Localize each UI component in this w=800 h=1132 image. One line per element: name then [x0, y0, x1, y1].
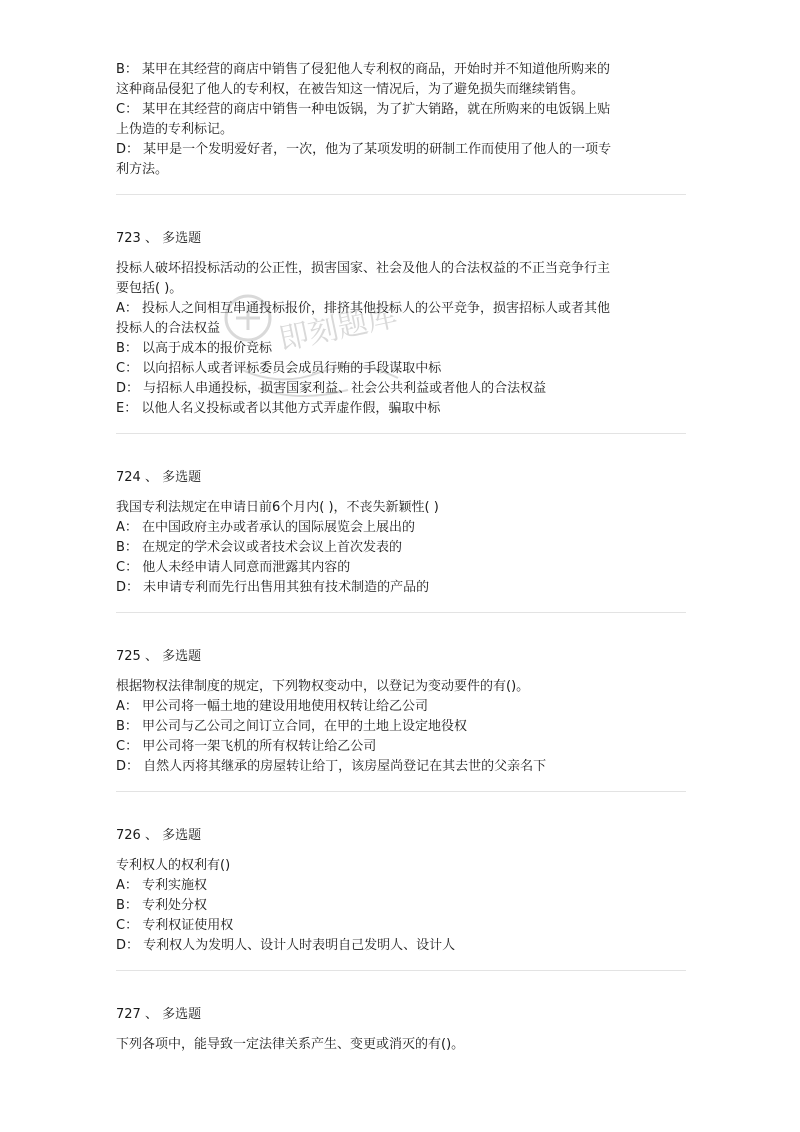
text-line: C： 某甲在其经营的商店中销售一种电饭锅，为了扩大销路，就在所购来的电饭锅上贴: [116, 102, 611, 117]
question-number: 727: [116, 1007, 141, 1022]
option-c: C： 以向招标人或者评标委员会成员行贿的手段谋取中标: [116, 361, 442, 376]
document-page: [116, 60, 686, 1069]
option-b: B： 甲公司与乙公司之间订立合同，在甲的土地上设定地役权: [116, 719, 468, 734]
text-line: B： 某甲在其经营的商店中销售了侵犯他人专利权的商品，开始时并不知道他所购来的: [116, 62, 611, 77]
question-number: 724: [116, 470, 141, 485]
divider: [116, 612, 686, 613]
option-a: A： 甲公司将一幅土地的建设用地使用权转让给乙公司: [116, 699, 429, 714]
question-header: 723 、 多选题: [116, 231, 202, 246]
divider: [116, 970, 686, 971]
question-type: 多选题: [162, 231, 202, 246]
divider: [116, 433, 686, 434]
option-d: D： 未申请专利而先行出售用其独有技术制造的产品的: [116, 580, 430, 595]
question-725: [116, 647, 686, 791]
question-header: 726 、 多选题: [116, 828, 202, 843]
question-type: 多选题: [162, 1007, 202, 1022]
text-line: D： 某甲是一个发明爱好者，一次，他为了某项发明的研制工作而使用了他人的一项专: [116, 142, 612, 157]
option-b: B： 以高于成本的报价竞标: [116, 341, 273, 356]
question-stem: 专利权人的权利有(): [116, 858, 231, 873]
question-header: 724 、 多选题: [116, 470, 202, 485]
question-stem: 根据物权法律制度的规定，下列物权变动中，以登记为变动要件的有()。: [116, 679, 530, 694]
option-e: E： 以他人名义投标或者以其他方式弄虚作假，骗取中标: [116, 401, 441, 416]
option-d: D： 专利权人为发明人、设计人时表明自己发明人、设计人: [116, 938, 456, 953]
question-723: [116, 229, 686, 433]
question-727: [116, 1005, 686, 1069]
question-stem: 下列各项中，能导致一定法律关系产生、变更或消灭的有()。: [116, 1037, 465, 1052]
option-b: B： 专利处分权: [116, 898, 208, 913]
question-722-fragment: [116, 60, 686, 194]
question-number: 726: [116, 828, 141, 843]
question-number: 725: [116, 649, 141, 664]
option-a: A： 投标人之间相互串通投标报价，排挤其他投标人的公平竞争，损害招标人或者其他: [116, 301, 611, 316]
question-726: [116, 826, 686, 970]
option-d: D： 与招标人串通投标，损害国家利益、社会公共利益或者他人的合法权益: [116, 381, 547, 396]
question-724: [116, 468, 686, 612]
question-header: 725 、 多选题: [116, 649, 202, 664]
question-stem: 投标人破坏招投标活动的公正性，损害国家、社会及他人的合法权益的不正当竞争行主: [116, 261, 611, 276]
question-type: 多选题: [162, 828, 202, 843]
option-a-cont: 投标人的合法权益: [116, 321, 221, 336]
option-a: A： 专利实施权: [116, 878, 208, 893]
option-c: C： 专利权证使用权: [116, 918, 234, 933]
option-a: A： 在中国政府主办或者承认的国际展览会上展出的: [116, 520, 416, 535]
question-stem: 要包括( )。: [116, 281, 183, 296]
question-type: 多选题: [162, 649, 202, 664]
question-stem: 我国专利法规定在申请日前6个月内( )，不丧失新颖性( ): [116, 500, 439, 515]
option-d: D： 自然人丙将其继承的房屋转让给丁，该房屋尚登记在其去世的父亲名下: [116, 759, 547, 774]
question-header: 727 、 多选题: [116, 1007, 202, 1022]
question-number: 723: [116, 231, 141, 246]
divider: [116, 791, 686, 792]
text-line: 利方法。: [116, 162, 169, 177]
option-c: C： 甲公司将一架飞机的所有权转让给乙公司: [116, 739, 377, 754]
option-c: C： 他人未经申请人同意而泄露其内容的: [116, 560, 351, 575]
question-type: 多选题: [162, 470, 202, 485]
watermark-text: 即刻题库: [275, 298, 401, 358]
text-line: 这种商品侵犯了他人的专利权，在被告知这一情况后，为了避免损失而继续销售。: [116, 82, 585, 97]
divider: [116, 194, 686, 195]
text-line: 上伪造的专利标记。: [116, 122, 234, 137]
option-b: B： 在规定的学术会议或者技术会议上首次发表的: [116, 540, 403, 555]
